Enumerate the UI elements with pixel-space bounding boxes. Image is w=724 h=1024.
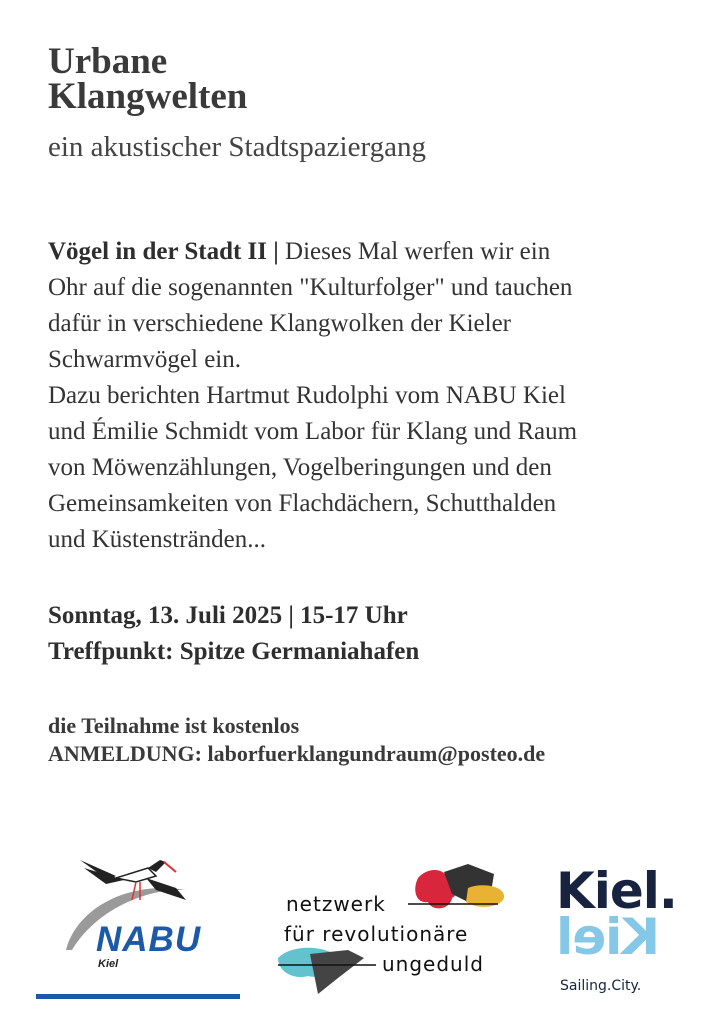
kiel-logo: [556, 862, 696, 1008]
description-line-9: und Küstenstränden...: [48, 526, 267, 553]
description-line-7: von Möwenzählungen, Vogelberingungen und den: [48, 454, 552, 481]
kiel-tagline: Sailing.City.: [560, 978, 642, 994]
description-line-3: dafür in verschiedene Klangwolken der Kieler: [48, 310, 512, 337]
nabu-logo: [36, 850, 246, 1002]
description-line-5: Dazu berichten Hartmut Rudolphi vom NABU Kiel: [48, 382, 566, 409]
description-line-8: Gemeinsamkeiten von Flachdächern, Schutthalden: [48, 490, 557, 517]
page-title: [48, 41, 248, 117]
netzwerk-logo: [268, 858, 518, 1008]
kiel-mirror-wordmark: Kiel: [557, 908, 660, 966]
description-line-4: Schwarmvögel ein.: [48, 346, 242, 373]
kiel-wordmark: Kiel.: [556, 862, 677, 920]
description-line-1-text: Dieses Mal werfen wir ein: [278, 238, 551, 265]
nabu-underline: [36, 994, 240, 999]
description-line-6: und Émilie Schmidt vom Labor für Klang und Raum: [48, 418, 578, 445]
page-subtitle: ein akustischer Stadtspaziergang: [48, 131, 426, 163]
event-date-time: Sonntag, 13. Juli 2025 | 15-17 Uhr: [48, 602, 408, 629]
description-line-1: [48, 234, 708, 270]
title-line-2: Klangwelten: [48, 76, 248, 117]
event-meeting-point: Treffpunkt: Spitze Germaniahafen: [48, 638, 420, 665]
fee-note: die Teilnahme ist kostenlos: [48, 713, 300, 738]
description-heading: Vögel in der Stadt II |: [48, 238, 279, 265]
nabu-location: Kiel: [98, 958, 119, 970]
registration-info: [48, 712, 545, 768]
netzwerk-line-2: für revolutionäre: [284, 922, 469, 946]
netzwerk-line-3: ungeduld: [382, 952, 484, 976]
nabu-wordmark: NABU: [96, 920, 202, 959]
title-line-1: Urbane: [48, 41, 168, 82]
event-description: [48, 234, 708, 558]
description-line-2: Ohr auf die sogenannten "Kulturfolger" und tauchen: [48, 274, 573, 301]
netzwerk-line-1: netzwerk: [286, 892, 386, 916]
event-details: [48, 598, 419, 670]
registration-email[interactable]: ANMELDUNG: laborfuerklangundraum@posteo.de: [48, 741, 546, 766]
